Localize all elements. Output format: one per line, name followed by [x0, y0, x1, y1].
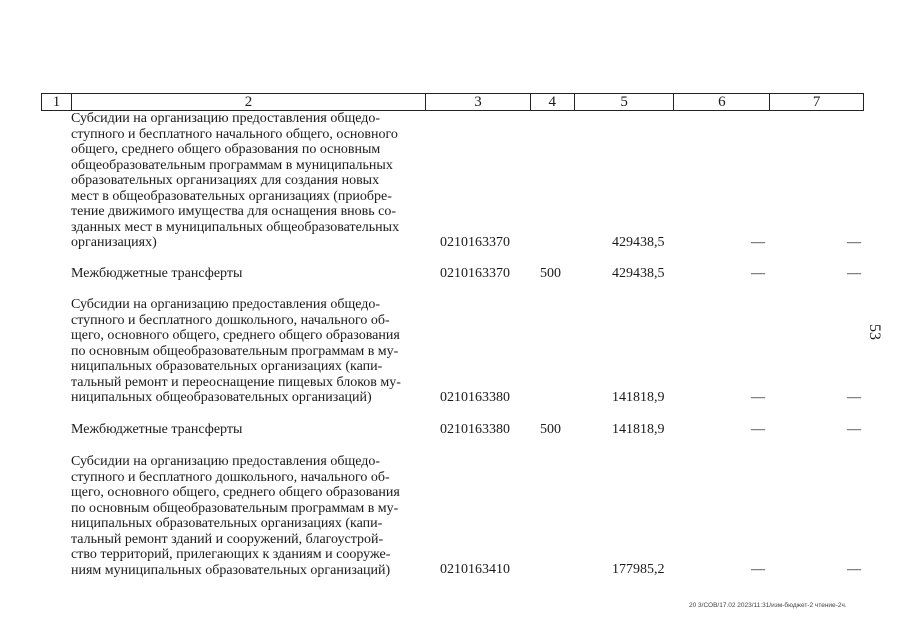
row-code: 0210163410 [440, 562, 510, 577]
row-col7: — [847, 422, 861, 437]
row-amount: 429438,5 [612, 235, 665, 250]
row-description: Субсидии на организацию предоставления общедо- ступного и бесплатного дошкольного, начального об- щего, основного общего, среднего общего образования по основным общеобразовательным программам в му- ниципальных образовательных организациях (капи- тальный ремонт зданий и сооружений, благоустрой- ство территорий, прилегающих к зданиям и сооруже- ниям муниципальных образовательных организаций) [71, 454, 400, 578]
footer-reference: 20 3/СОВ/17.02 2023/11:31/изм-бюджет-2 чтение-2ч. [689, 602, 847, 609]
header-col-2: 2 [72, 94, 426, 110]
row-col7: — [847, 235, 861, 250]
row-description: Субсидии на организацию предоставления общедо- ступного и бесплатного начального общего, основного общего, среднего общего образования по основным общеобразовательным программам в муниципальных образовательных организациях для создания новых мест в общеобразовательных организациях (приобре- тение движимого имущества для оснащения вновь со- зданных мест в муниципальных общеобразовательных организациях) [71, 111, 400, 250]
row-description: Межбюджетные трансферты [71, 422, 243, 437]
header-col-5: 5 [575, 94, 675, 110]
header-col-6: 6 [674, 94, 770, 110]
row-code: 0210163370 [440, 266, 510, 281]
row-code: 0210163370 [440, 235, 510, 250]
row-code: 0210163380 [440, 422, 510, 437]
header-col-7: 7 [812, 94, 821, 110]
row-col6: — [751, 266, 765, 281]
header-col-4: 4 [531, 94, 575, 110]
row-description: Межбюджетные трансферты [71, 266, 243, 281]
row-vr: 500 [540, 266, 561, 281]
row-col7: — [847, 390, 861, 405]
row-col6: — [751, 235, 765, 250]
row-col6: — [751, 562, 765, 577]
row-amount: 429438,5 [612, 266, 665, 281]
row-amount: 177985,2 [612, 562, 665, 577]
row-col7: — [847, 266, 861, 281]
row-description: Субсидии на организацию предоставления общедо- ступного и бесплатного дошкольного, начального об- щего, основного общего, среднего общего образования по основным общеобразовательным программам в му- ниципальных образовательных организациях (капи- тальный ремонт и переоснащение пищевых блоков му- ниципальных общеобразовательных организаций) [71, 297, 401, 405]
row-col6: — [751, 390, 765, 405]
row-code: 0210163380 [440, 390, 510, 405]
row-col7: — [847, 562, 861, 577]
row-amount: 141818,9 [612, 422, 665, 437]
page-number: 53 [866, 324, 883, 340]
row-vr: 500 [540, 422, 561, 437]
row-col6: — [751, 422, 765, 437]
table-header-row [41, 93, 864, 111]
header-col-3: 3 [426, 94, 531, 110]
row-amount: 141818,9 [612, 390, 665, 405]
header-col-1: 1 [42, 94, 72, 110]
